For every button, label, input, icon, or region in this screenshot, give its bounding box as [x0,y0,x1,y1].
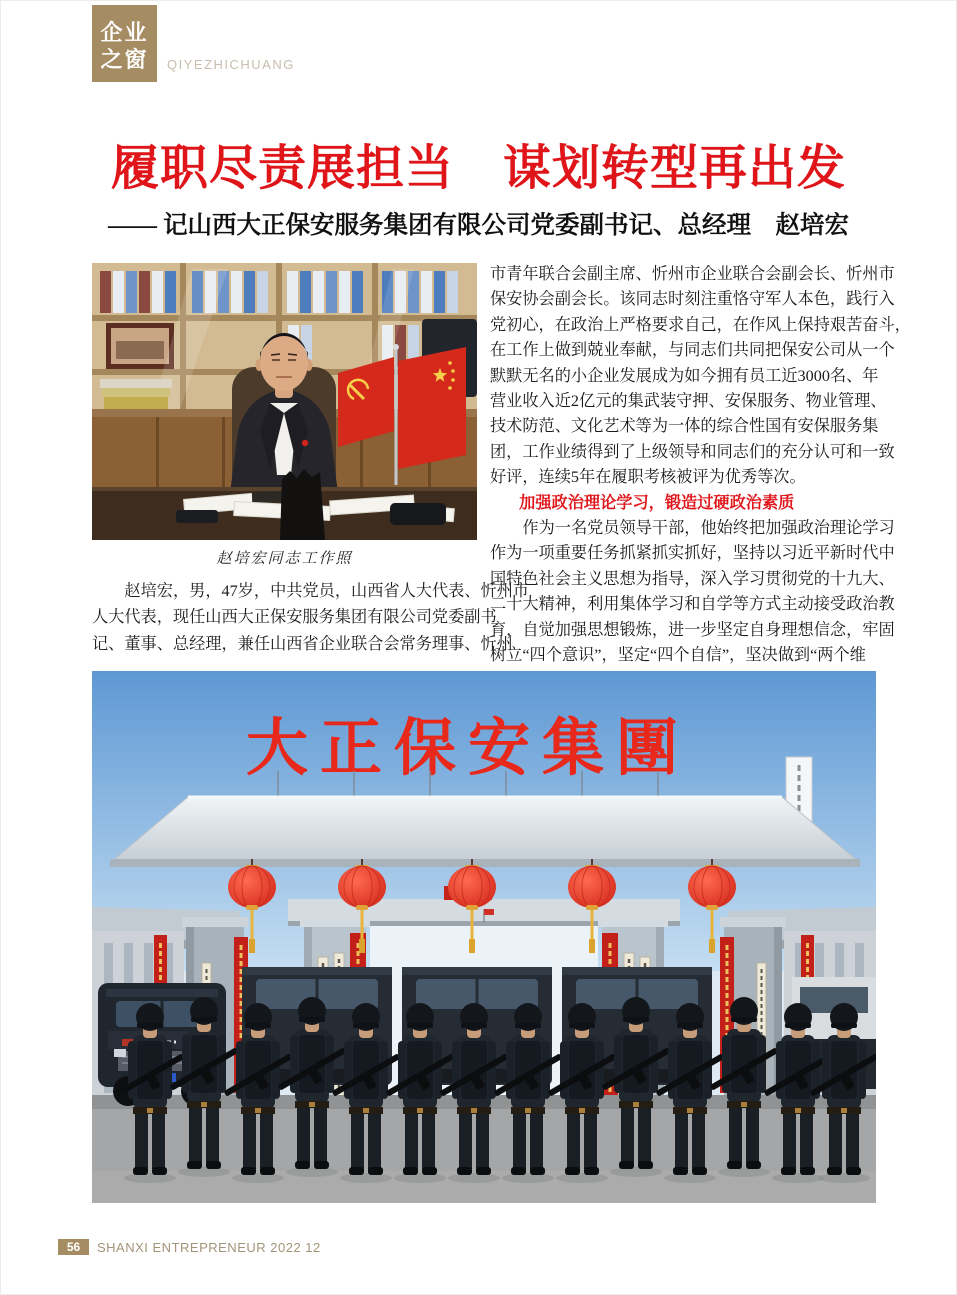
book-stack [100,379,172,409]
text-line: 市青年联合会副主席、忻州市企业联合会副会长、忻州市 [490,265,895,283]
text-line: 默默无名的小企业发展成为如今拥有员工近3000名、年 [490,366,879,385]
company-gate-photo [92,671,876,1203]
section-heading: 加强政治理论学习，锻造过硬政治素质 [519,493,795,512]
text-line: 作为一项重要任务抓紧抓实抓好，坚持以习近平新时代中 [490,544,895,563]
text-line: 作为一名党员领导干部，他始终把加强政治理论学习 [522,519,895,538]
text-line: 团，工作业绩得到了上级领导和同志们的充分认可和一致 [490,442,895,461]
article-title: 履职尽责展担当 谋划转型再出发 [110,142,846,195]
page-number-badge: 56 [58,1239,89,1255]
national-flag [398,347,466,469]
section-badge [92,5,157,82]
text-line: 党初心，在政治上严格要求自己，在作风上保持艰苦奋斗， [490,315,911,334]
text-line: 二十大精神，利用集体学习和自学等方式主动接受政治教 [490,595,895,614]
text-line: 国特色社会主义思想为指导，深入学习贯彻党的十九大、 [490,569,895,588]
text-line: 营业收入近2亿元的集武装守押、安保服务、物业管理、 [490,392,887,411]
portrait-photo-illustration [92,263,477,540]
gate-canopy [110,797,860,863]
section-badge-line1: 企业 [100,20,149,45]
journal-footer: SHANXI ENTREPRENEUR 2022 12 [97,1240,321,1255]
text-line: 记、董事、总经理，兼任山西省企业联合会常务理事、忻州 [92,634,513,653]
pen-holder [280,469,325,540]
photo-caption: 赵培宏同志工作照 [216,551,353,567]
intro-paragraph [92,578,530,657]
text-line: 赵培宏，男，47岁，中共党员，山西省人大代表、忻州市 [124,582,530,600]
section-badge-line2: 之窗 [100,47,149,72]
text-line: 树立“四个意识”，坚定“四个自信”，坚决做到“两个维 [490,646,866,665]
text-line: 育，自觉加强思想锻炼，进一步坚定自身理想信念，牢固 [490,620,895,639]
article-subtitle: —— 记山西大正保安服务集团有限公司党委副书记、总经理 赵培宏 [107,212,850,239]
gate-photo-illustration [92,671,876,1203]
text-line: 人大代表，现任山西大正保安服务集团有限公司党委副书 [92,608,497,627]
text-line: 保安协会副会长。该同志时刻注重恪守军人本色，践行入 [490,290,895,309]
text-line: 技术防范、文化艺术等为一体的综合性国有安保服务集 [490,417,879,436]
portrait-photo [92,263,477,540]
section-pinyin: QIYEZHICHUANG [167,57,295,72]
text-line: 在工作上做到兢业奉献，与同志们共同把保安公司从一个 [490,341,895,360]
gate-sign-text: 大正保安集團 [245,715,691,783]
lapel-pin [302,440,308,446]
right-column [490,262,911,669]
text-line: 好评，连续5年在履职考核被评为优秀等次。 [490,468,806,487]
framed-picture [106,323,174,369]
